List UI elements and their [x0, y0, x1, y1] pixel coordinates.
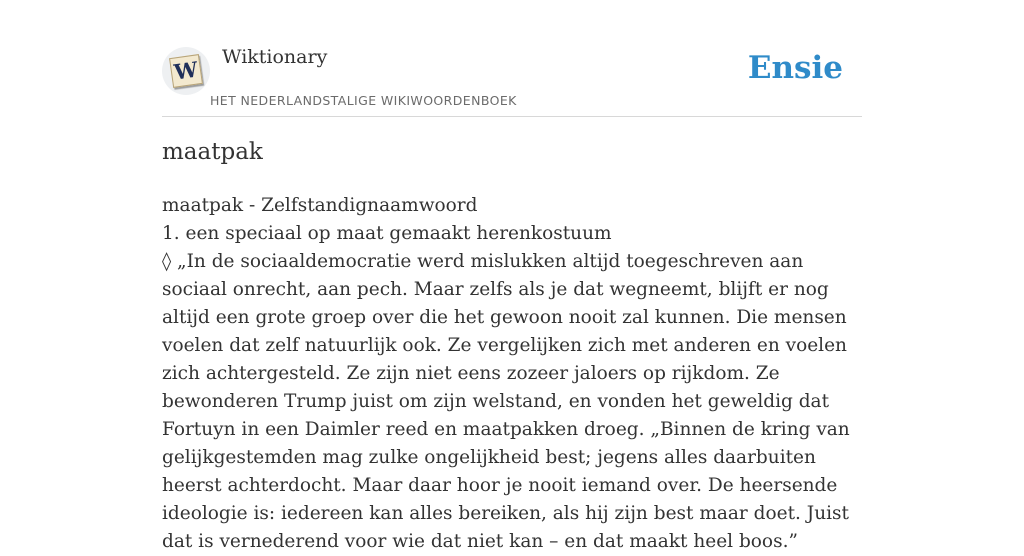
site-subtitle: HET NEDERLANDSTALIGE WIKIWOORDENBOEK: [210, 93, 517, 108]
entry-example: ◊ „In de sociaaldemocratie werd mislukken altijd toegeschreven aan sociaal onrecht, aan pech. Maar zelfs als je dat wegneemt, blijft er nog altijd een grote groep over die het gewoon nooit zal kunnen. Die mensen voelen dat zelf natuurlijk ook. Ze vergelijken zich met anderen en voelen zich achtergesteld. Ze zijn niet eens zozeer jaloers op rijkdom. Ze bewonderen Trump juist om zijn welstand, en vonden het geweldig dat Fortuyn in een Daimler reed en maatpakken droeg. „Binnen de kring van gelijkgestemden mag zulke ongelijkheid best; jegens alles daarbuiten heerst achterdocht. Maar daar hoor je nooit iemand over. De heersende ideologie is: iedereen kan alles bereiken, als hij zijn best maar doet. Juist dat is vernederend voor wie dat niet kan – en dat maakt heel boos.”: [162, 251, 850, 552]
wiktionary-logo[interactable]: [162, 47, 210, 95]
ensie-brand-link[interactable]: Ensie: [747, 50, 843, 86]
logo-letter: W: [172, 56, 200, 85]
header: [162, 0, 862, 117]
dictionary-card: [162, 0, 862, 552]
entry-definition: 1. een speciaal op maat gemaakt herenkostuum: [162, 223, 612, 244]
page-title: maatpak: [162, 139, 263, 165]
logo-tile-icon: [169, 54, 203, 88]
site-name[interactable]: Wiktionary: [222, 46, 328, 68]
entry-content: [162, 192, 868, 556]
entry-headline: maatpak - Zelfstandignaamwoord: [162, 195, 478, 216]
